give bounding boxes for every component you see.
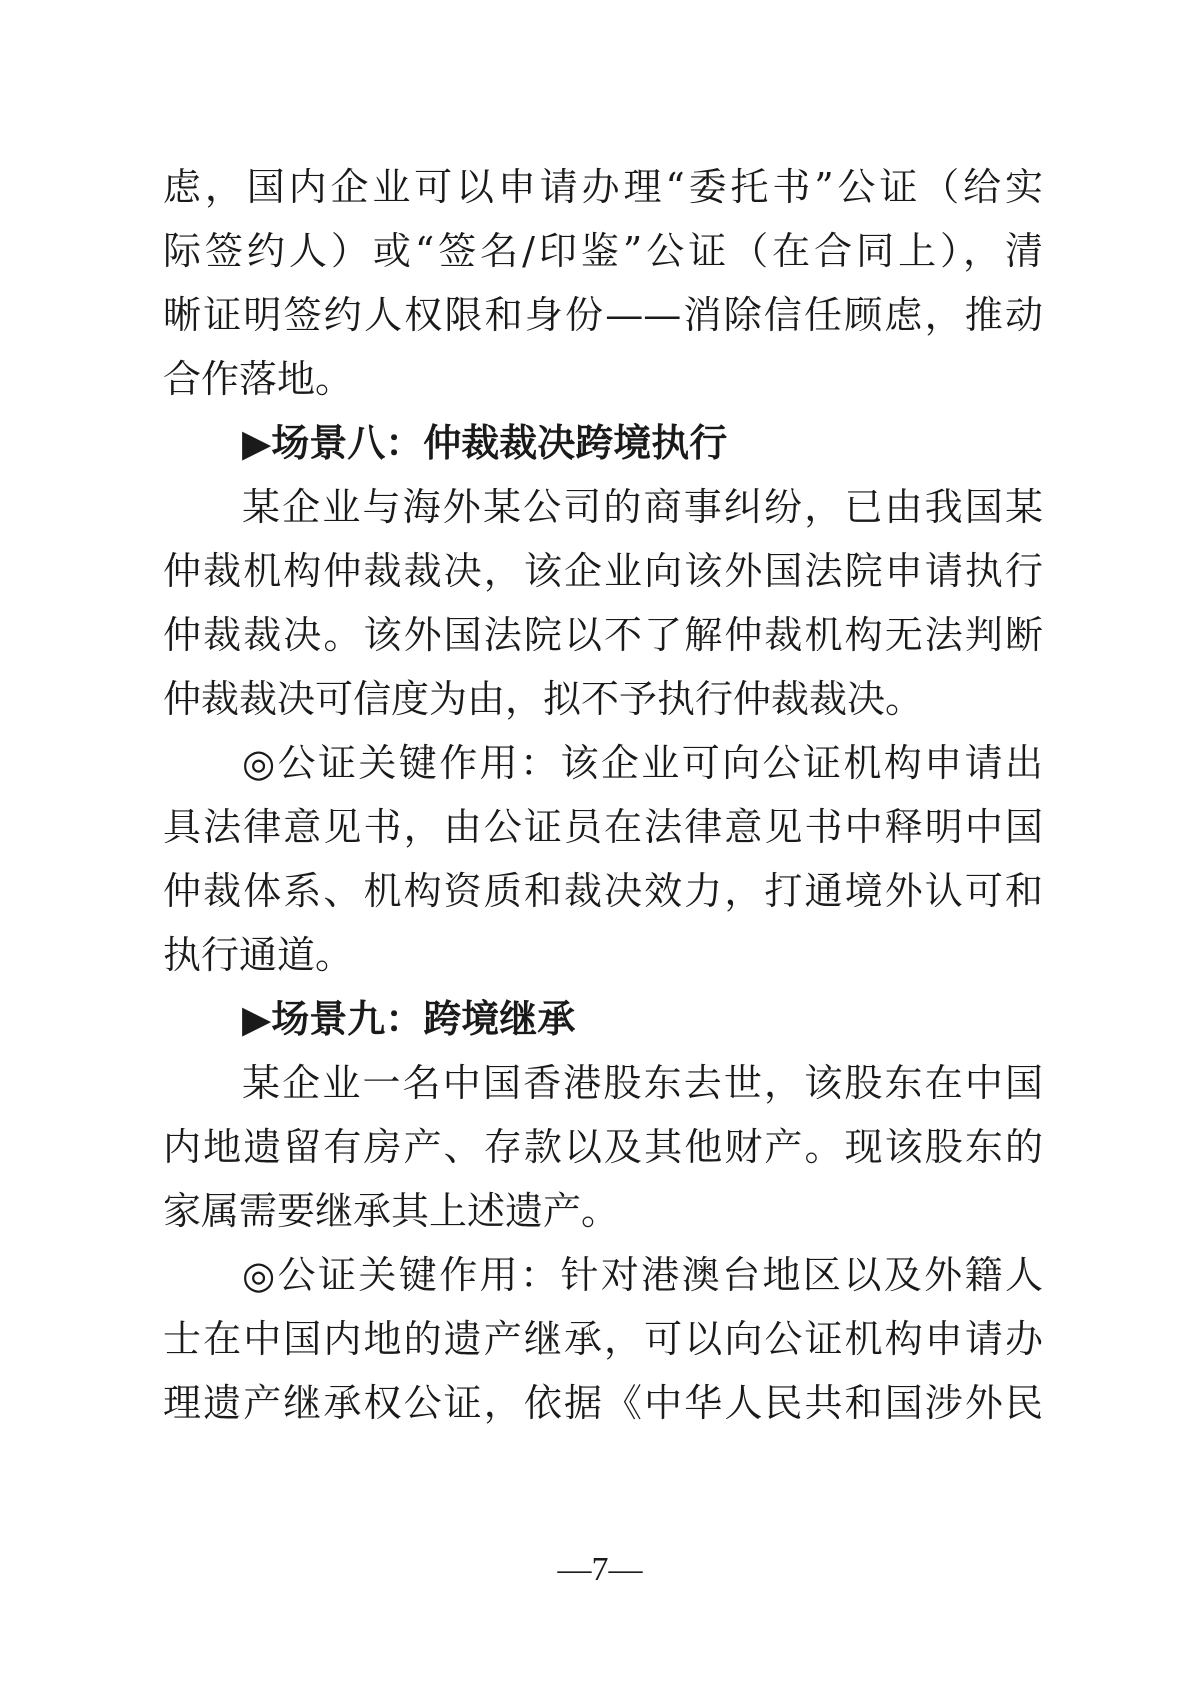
paragraph-line: ◎公证关键作用：该企业可向公证机构申请出 xyxy=(242,741,1043,785)
paragraph-line: 虑，国内企业可以申请办理“委托书”公证（给实 xyxy=(163,165,1043,209)
paragraph-line: 执行通道。 xyxy=(163,933,354,977)
paragraph-line: 仲裁机构仲裁裁决，该企业向该外国法院申请执行 xyxy=(163,549,1043,593)
paragraph-line: 合作落地。 xyxy=(163,357,354,401)
paragraph-line: 仲裁裁决。该外国法院以不了解仲裁机构无法判断 xyxy=(163,613,1043,657)
paragraph-line: 仲裁裁决可信度为由，拟不予执行仲裁裁决。 xyxy=(163,677,924,721)
paragraph-line: 仲裁体系、机构资质和裁决效力，打通境外认可和 xyxy=(163,869,1043,913)
paragraph-line: 内地遗留有房产、存款以及其他财产。现该股东的 xyxy=(163,1125,1043,1169)
paragraph-line: 具法律意见书，由公证员在法律意见书中释明中国 xyxy=(163,805,1043,849)
paragraph-line: 士在中国内地的遗产继承，可以向公证机构申请办 xyxy=(163,1317,1043,1361)
paragraph-line: 际签约人）或“签名/印鉴”公证（在合同上），清 xyxy=(163,229,1043,273)
paragraph-line: 理遗产继承权公证，依据《中华人民共和国涉外民 xyxy=(163,1381,1043,1425)
paragraph-line: 某企业与海外某公司的商事纠纷，已由我国某 xyxy=(242,485,1043,529)
paragraph-line: ◎公证关键作用：针对港澳台地区以及外籍人 xyxy=(242,1253,1043,1297)
paragraph-line: 家属需要继承其上述遗产。 xyxy=(163,1189,620,1233)
page-number: —7— xyxy=(557,1551,643,1588)
paragraph-line: 晰证明签约人权限和身份——消除信任顾虑，推动 xyxy=(163,293,1043,337)
section-heading-scenario-8: ▶场景八：仲裁裁决跨境执行 xyxy=(242,421,728,465)
section-heading-scenario-9: ▶场景九：跨境继承 xyxy=(242,997,576,1041)
paragraph-line: 某企业一名中国香港股东去世，该股东在中国 xyxy=(242,1061,1043,1105)
